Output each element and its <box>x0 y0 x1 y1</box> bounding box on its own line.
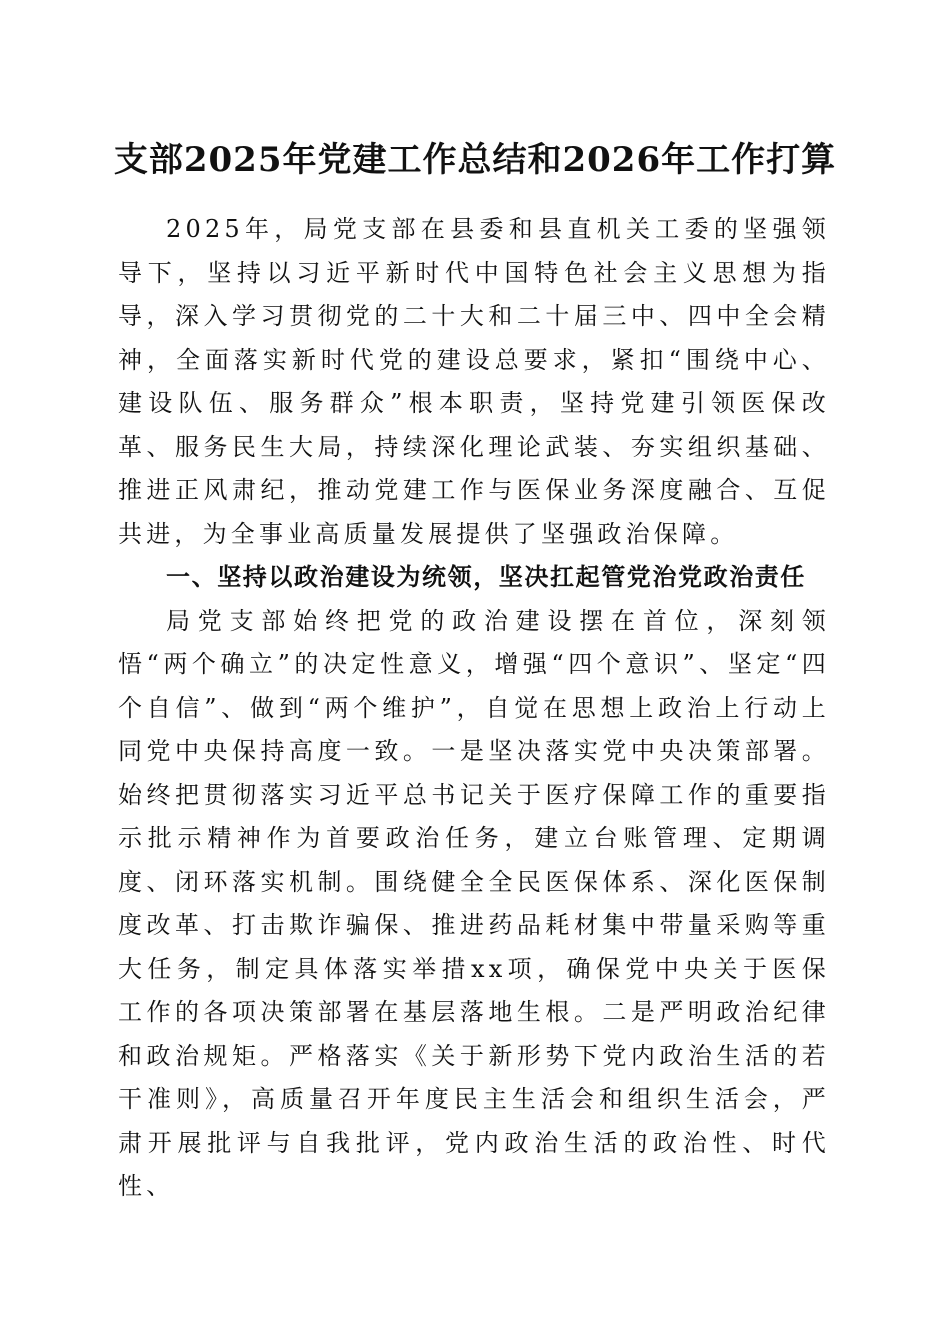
section-1-paragraph: 局党支部始终把党的政治建设摆在首位，深刻领悟“两个确立”的决定性意义，增强“四个意识”、坚定“四个自信”、做到“两个维护”，自觉在思想上政治上行动上同党中央保持高度一致。一是坚决落实党中央决策部署。始终把贯彻落实习近平总书记关于医疗保障工作的重要指示批示精神作为首要政治任务，建立台账管理、定期调度、闭环落实机制。围绕健全全民医保体系、深化医保制度改革、打击欺诈骗保、推进药品耗材集中带量采购等重大任务，制定具体落实举措xx项，确保党中央关于医保工作的各项决策部署在基层落地生根。二是严明政治纪律和政治规矩。严格落实《关于新形势下党内政治生活的若干准则》，高质量召开年度民主生活会和组织生活会，严肃开展批评与自我批评，党内政治生活的政治性、时代性、 <box>118 606 830 1200</box>
document-body <box>118 208 830 1209</box>
section-1-heading: 一、坚持以政治建设为统领，坚决扛起管党治党政治责任 <box>166 563 806 591</box>
intro-paragraph: 2025年，局党支部在县委和县直机关工委的坚强领导下，坚持以习近平新时代中国特色社会主义思想为指导，深入学习贯彻党的二十大和二十届三中、四中全会精神，全面落实新时代党的建设总要求，紧扣“围绕中心、建设队伍、服务群众”根本职责，坚持党建引领医保改革、服务民生大局，持续深化理论武装、夯实组织基础、推进正风肃纪，推动党建工作与医保业务深度融合、互促共进，为全事业高质量发展提供了坚强政治保障。 <box>118 215 830 548</box>
document-title: 支部2025年党建工作总结和2026年工作打算 <box>113 140 837 180</box>
